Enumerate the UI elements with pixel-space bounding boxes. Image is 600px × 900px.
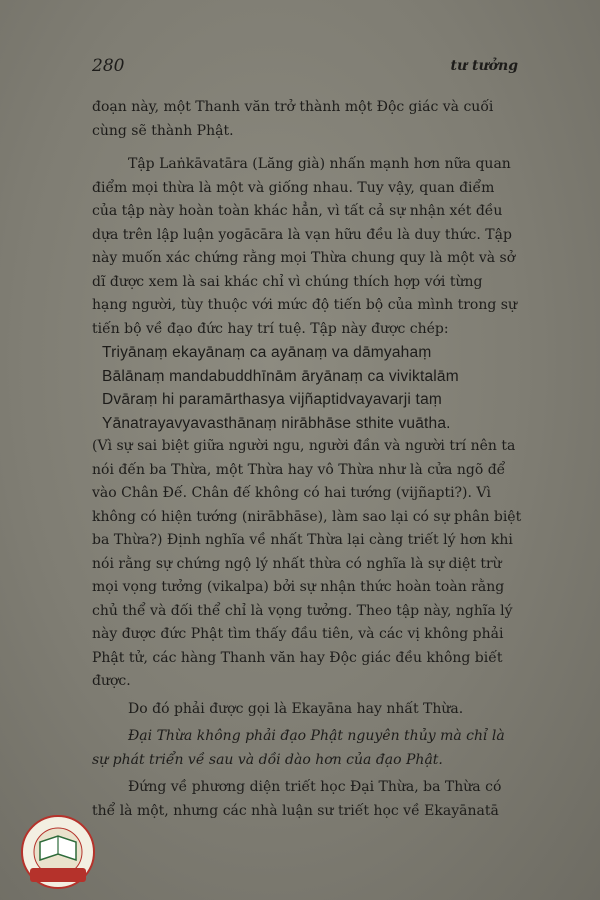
- paragraph-lankavatara: Tập Laṅkāvatāra (Lăng già) nhấn mạnh hơn nữa quan điểm mọi thừa là một và giống nhau. Tuy vậy, quan điểm của tập này hoàn toàn khác hẳn, vì tất cả sự nhận xét đều dựa trên lập luận yogācāra là vạn hữu đều là duy thức. Tập này muốn xác chứng rằng mọi Thừa chung quy là một và sở dĩ được xem là sai khác chỉ vì chúng thích hợp với từng hạng người, tùy thuộc với mức độ tiến bộ của mình trong sự tiến bộ về đạo đức hay trí tuệ. Tập này được chép:: [92, 156, 517, 337]
- verse-line: Bālānaṃ mandabuddhīnām āryānaṃ ca viviktalām: [102, 367, 459, 385]
- running-title: tư tưởng: [450, 58, 518, 74]
- verse-line: Triyānaṃ ekayānaṃ ca ayānaṃ va dāmyahaṃ: [102, 344, 432, 361]
- paragraph-continued: đoạn này, một Thanh văn trở thành một Độc giác và cuối cùng sẽ thành Phật.: [92, 99, 494, 139]
- paragraph-philosophy: Đứng về phương diện triết học Đại Thừa, ba Thừa có thể là một, nhưng các nhà luận sư triết học về Ekayānatā: [92, 779, 502, 819]
- verse-line: Dvāraṃ hi paramārthasya vijñaptidvayavarji taṃ: [102, 391, 442, 408]
- page-header: [82, 56, 518, 80]
- paragraph-translation: (Vì sự sai biệt giữa người ngu, người đần và người trí nên ta nói đến ba Thừa, một Thừa hay vô Thừa như là cửa ngõ để vào Chân Đế. Chân đế không có hai tướng (vijñapti?). Vì không có hiện tướng (nirābhāse), làm sao lại có sự phân biệt ba Thừa?) Định nghĩa về nhất Thừa lại càng triết lý hơn khi nói rằng sự chứng ngộ lý nhất thừa có nghĩa là sự diệt trừ mọi vọng tưởng (vikalpa) bởi sự nhận thức hoàn toàn rằng chủ thể và đối thể chỉ là vọng tưởng. Theo tập này, nghĩa lý này được đức Phật tìm thấy đầu tiên, và các vị không phải Phật tử, các hàng Thanh văn hay Độc giác đều không biết được.: [92, 438, 522, 689]
- verse-line: Yānatrayavyavasthānaṃ nirābhāse sthite vuātha.: [102, 414, 451, 432]
- paragraph-italic-mahayana: Đại Thừa không phải đạo Phật nguyên thủy mà chỉ là sự phát triển về sau và dồi dào hơn của đạo Phật.: [92, 728, 505, 768]
- page-body: [92, 96, 522, 823]
- sanskrit-verse: [92, 341, 522, 435]
- page-number: 280: [92, 56, 125, 76]
- paragraph-ekayana: Do đó phải được gọi là Ekayāna hay nhất Thừa.: [128, 700, 464, 717]
- hue-quang-logo-icon: [18, 812, 98, 892]
